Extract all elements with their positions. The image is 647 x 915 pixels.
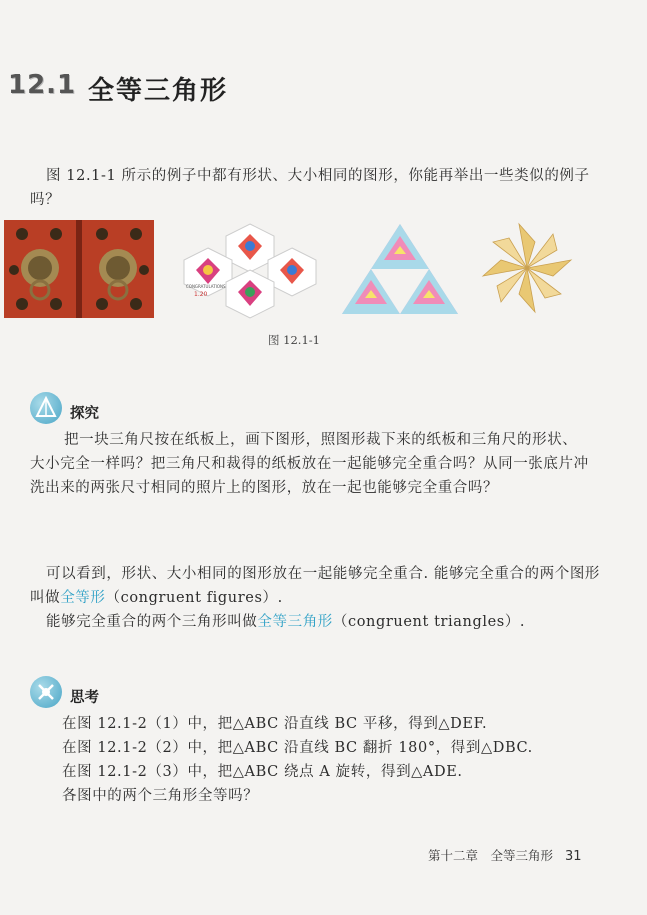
page-number: 31: [565, 849, 582, 864]
definition-paragraph-1: [30, 562, 600, 610]
term-congruent-triangles: 全等三角形: [257, 614, 333, 630]
term-congruent-triangles-en: （congruent triangles）.: [332, 614, 526, 630]
stamp-value: 1.20: [194, 291, 208, 298]
figure-caption: 图 12.1-1: [268, 333, 320, 347]
think-line: 在图 12.1-2（2）中，把△ABC 沿直线 BC 翻折 180°，得到△DBC.: [62, 740, 533, 756]
stamp: [226, 224, 274, 272]
section-title: 全等三角形: [88, 76, 229, 106]
think-questions: [62, 712, 602, 808]
intro-paragraph: 图 12.1-1 所示的例子中都有形状、大小相同的图形，你能再举出一些类似的例子吗？: [30, 168, 590, 208]
stamp-label: CONGRATULATIONS: [186, 284, 226, 289]
door-photo: [4, 220, 154, 318]
definition-paragraph-2: [46, 610, 606, 634]
triangle-pattern: [340, 222, 460, 316]
think-line: 各图中的两个三角形全等吗？: [62, 788, 259, 804]
pinwheel-pattern: [472, 220, 582, 316]
explore-paragraph: 把一块三角尺按在纸板上，画下图形，照图形裁下来的纸板和三角尺的形状、大小完全一样吗？把三角尺和裁得的纸板放在一起能够完全重合吗？从同一张底片冲洗出来的两张尺寸相同的照片上的图形，放在一起也能够完全重合吗？: [30, 432, 589, 496]
figure-12-1-1: [0, 220, 647, 320]
explore-icon: [30, 392, 62, 424]
think-line: 在图 12.1-2（3）中，把△ABC 绕点 A 旋转，得到△ADE.: [62, 764, 463, 780]
definition-text-1: 可以看到，形状、大小相同的图形放在一起能够完全重合. 能够完全重合的两个图形叫做: [30, 566, 601, 606]
term-congruent-figures: 全等形: [60, 590, 106, 606]
chapter-label: 第十二章 全等三角形: [428, 848, 554, 863]
explore-title: 探究: [70, 406, 99, 422]
think-title: 思考: [70, 690, 99, 706]
definition-text-2: 能够完全重合的两个三角形叫做: [46, 614, 258, 630]
hexagon-stamps: [180, 220, 320, 320]
section-number: 12.1: [8, 70, 77, 100]
page-footer: [428, 846, 582, 864]
term-congruent-figures-en: （congruent figures）.: [105, 590, 283, 606]
think-line: 在图 12.1-2（1）中，把△ABC 沿直线 BC 平移，得到△DEF.: [62, 716, 488, 732]
think-icon: [30, 676, 62, 708]
